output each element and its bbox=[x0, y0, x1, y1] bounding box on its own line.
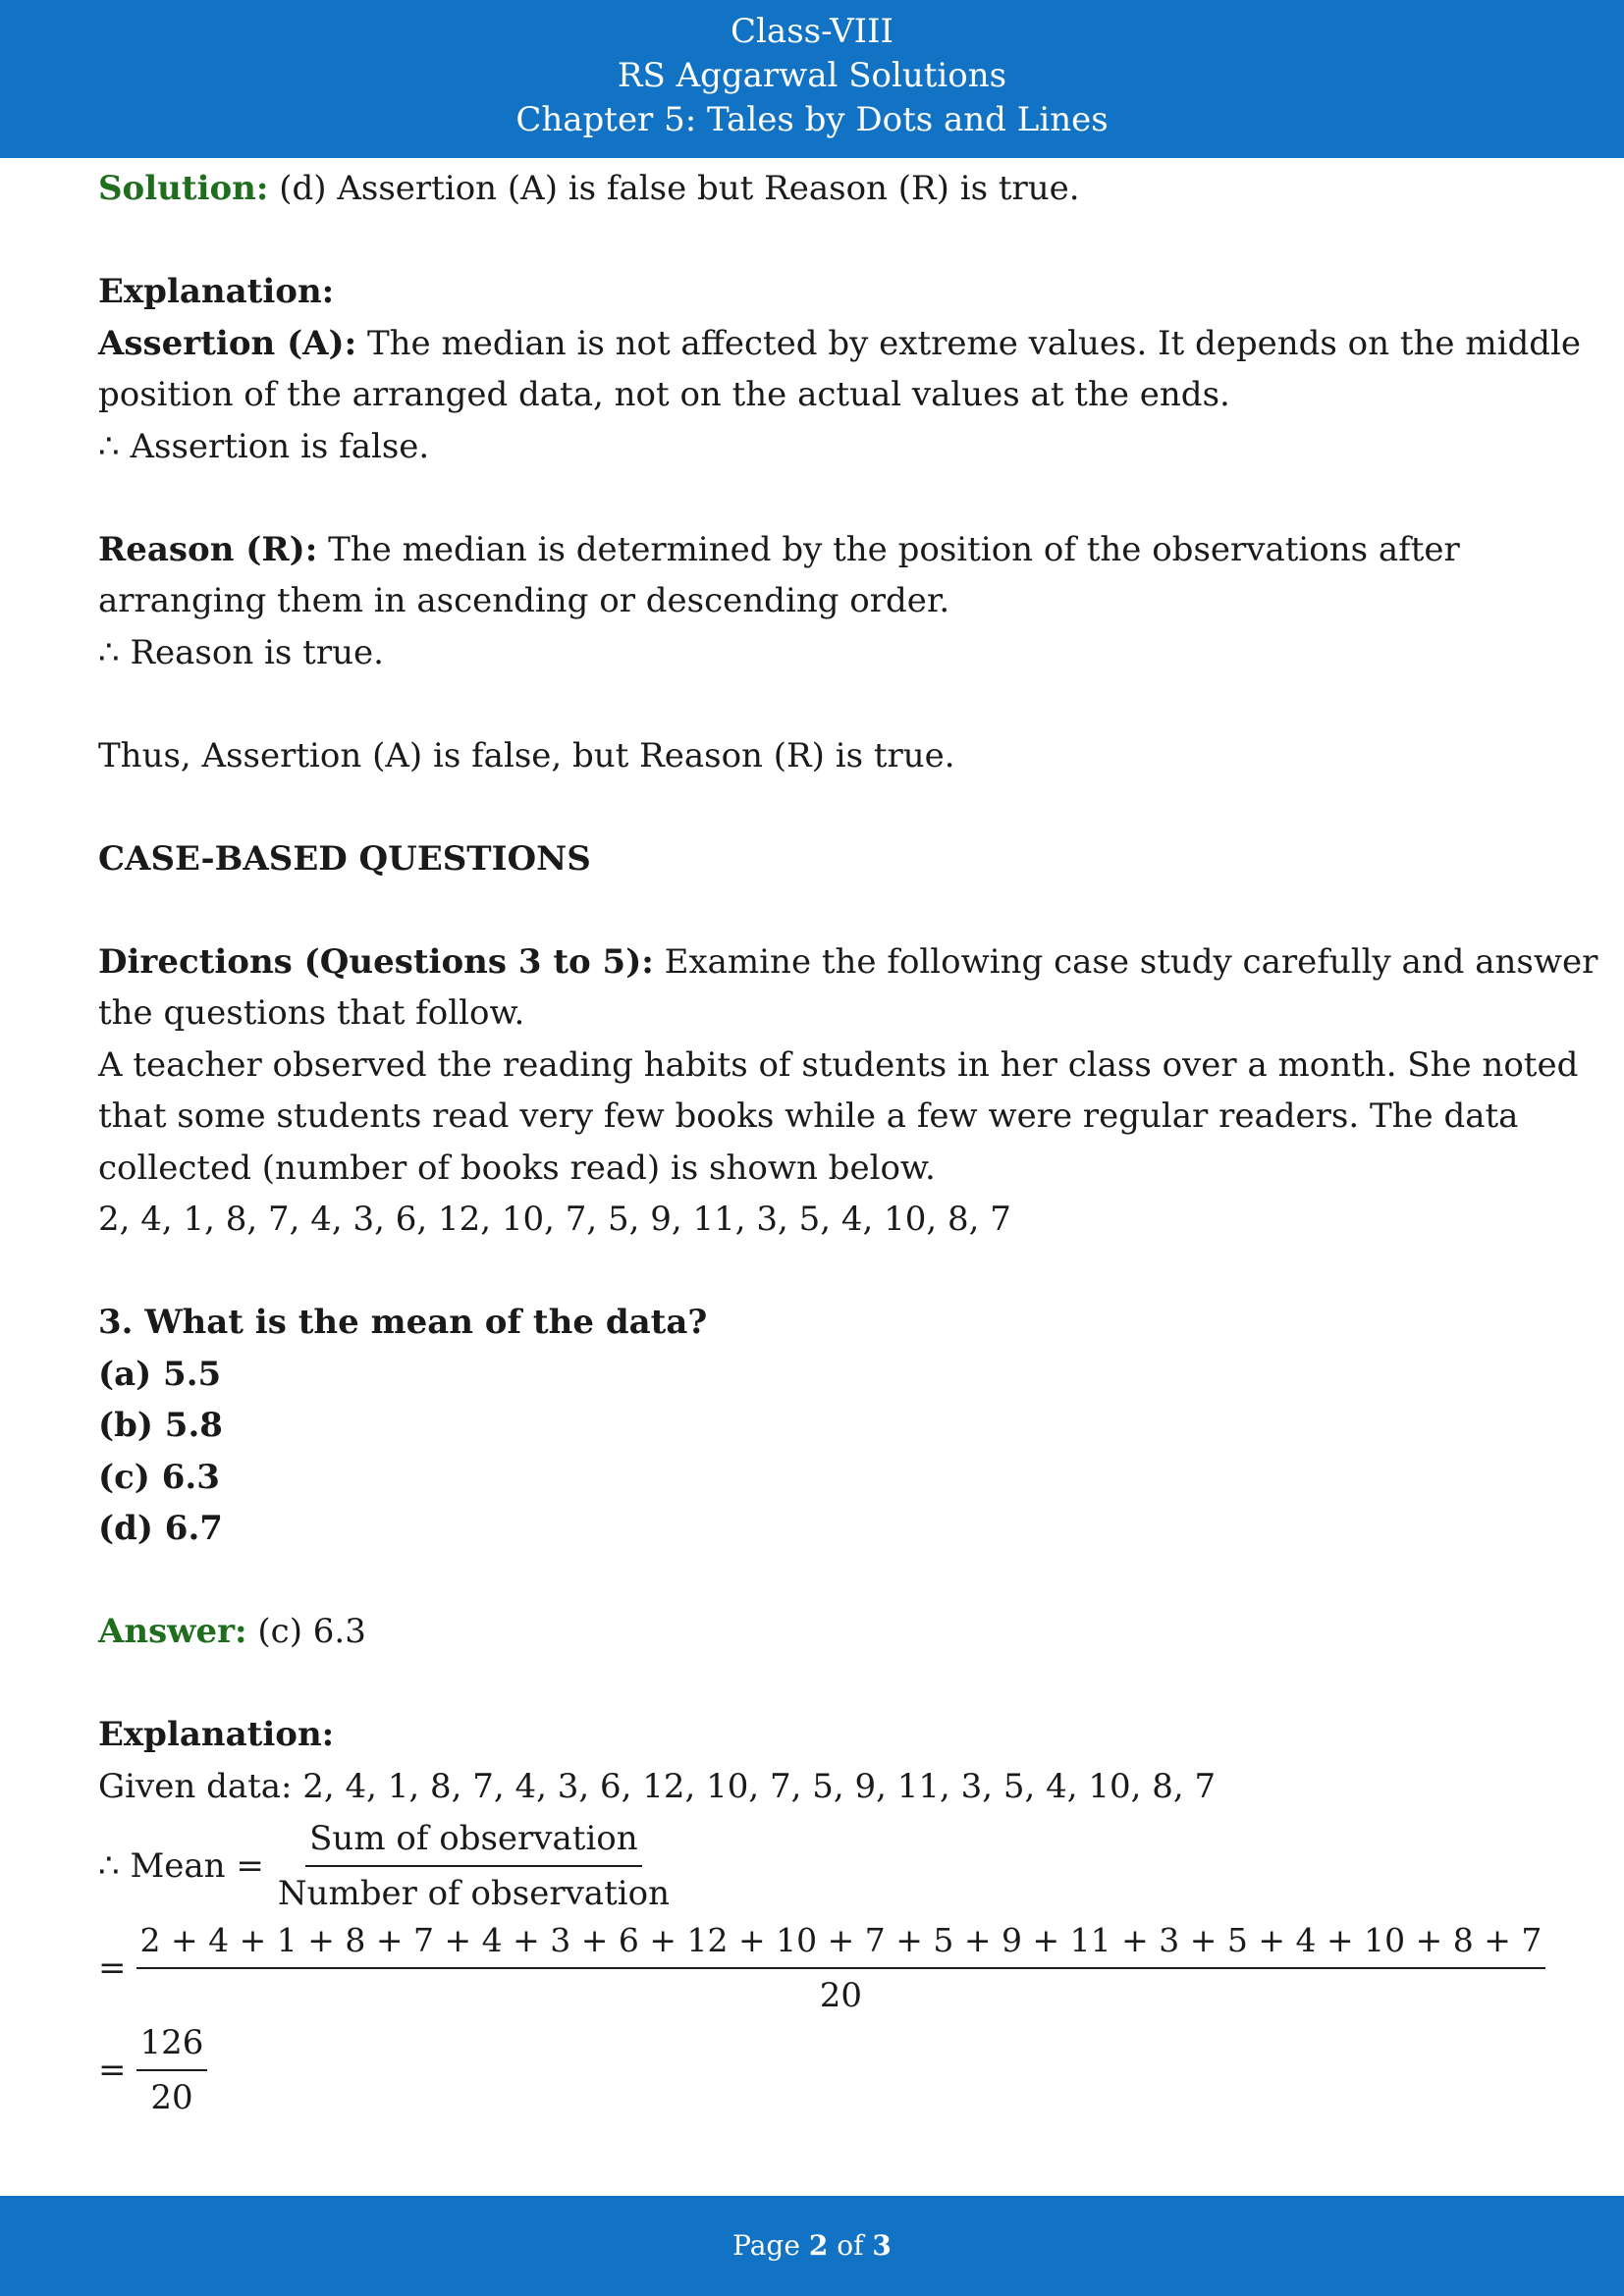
answer-text: (c) 6.3 bbox=[246, 1612, 366, 1651]
reason-line bbox=[98, 524, 1512, 576]
case-line-2: that some students read very few books while a few were regular readers. The data bbox=[98, 1096, 1519, 1136]
explanation-heading-2: Explanation: bbox=[98, 1715, 335, 1754]
solution-label: Solution: bbox=[98, 169, 269, 208]
reason-label: Reason (R): bbox=[98, 529, 318, 569]
result-formula bbox=[98, 2022, 1512, 2118]
reason-conclusion: ∴ Reason is true. bbox=[98, 632, 384, 672]
explanation-heading: Explanation: bbox=[98, 272, 335, 311]
sum-formula bbox=[98, 1920, 1543, 2016]
assertion-line-2: position of the arranged data, not on the actual values at the ends. bbox=[98, 375, 1230, 414]
header-book: RS Aggarwal Solutions bbox=[617, 56, 1007, 95]
page-mid: of bbox=[828, 2229, 873, 2262]
page-content bbox=[98, 163, 1598, 2118]
case-line-1: A teacher observed the reading habits of students in her class over a month. She noted bbox=[98, 1044, 1579, 1085]
page-header bbox=[0, 0, 1624, 158]
result-fraction bbox=[136, 2022, 208, 2118]
mean-fraction bbox=[274, 1818, 674, 1914]
option-d: (d) 6.7 bbox=[98, 1509, 223, 1548]
result-denominator: 20 bbox=[150, 2078, 193, 2117]
sum-denominator: 20 bbox=[819, 1976, 863, 2015]
assertion-label: Assertion (A): bbox=[98, 323, 357, 363]
case-line-3: collected (number of books read) is shown below. bbox=[98, 1148, 936, 1188]
directions-line-2: the questions that follow. bbox=[98, 993, 525, 1033]
header-class: Class-VIII bbox=[731, 12, 893, 51]
answer-line bbox=[98, 1606, 1512, 1658]
equals-sign-2: = bbox=[98, 2050, 127, 2090]
given-data: Given data: 2, 4, 1, 8, 7, 4, 3, 6, 12, 10, 7, 5, 9, 11, 3, 5, 4, 10, 8, 7 bbox=[98, 1766, 1217, 1806]
option-a: (a) 5.5 bbox=[98, 1354, 222, 1394]
page-current: 2 bbox=[808, 2229, 829, 2262]
case-heading: CASE-BASED QUESTIONS bbox=[98, 838, 591, 879]
reason-text: The median is determined by the position of the observations after bbox=[317, 529, 1460, 569]
answer-label: Answer: bbox=[98, 1612, 247, 1651]
solution-line bbox=[98, 163, 1512, 215]
option-c: (c) 6.3 bbox=[98, 1457, 220, 1497]
directions-line bbox=[98, 936, 1598, 988]
solution-text: (d) Assertion (A) is false but Reason (R) is true. bbox=[268, 169, 1080, 208]
directions-label: Directions (Questions 3 to 5): bbox=[98, 941, 654, 982]
mean-numerator: Sum of observation bbox=[305, 1818, 642, 1867]
thus-line: Thus, Assertion (A) is false, but Reason (R) is true. bbox=[98, 735, 955, 775]
directions-text: Examine the following case study carefully and answer bbox=[653, 941, 1598, 982]
assertion-conclusion: ∴ Assertion is false. bbox=[98, 426, 430, 466]
page-prefix: Page bbox=[732, 2229, 809, 2262]
equals-sign-1: = bbox=[98, 1948, 127, 1988]
result-numerator: 126 bbox=[136, 2022, 208, 2071]
header-chapter: Chapter 5: Tales by Dots and Lines bbox=[515, 100, 1109, 139]
mean-denominator: Number of observation bbox=[277, 1874, 670, 1913]
data-line: 2, 4, 1, 8, 7, 4, 3, 6, 12, 10, 7, 5, 9, 11, 3, 5, 4, 10, 8, 7 bbox=[98, 1200, 1011, 1239]
sum-numerator: 2 + 4 + 1 + 8 + 7 + 4 + 3 + 6 + 12 + 10 + 7 + 5 + 9 + 11 + 3 + 5 + 4 + 10 + 8 + 7 bbox=[136, 1920, 1546, 1969]
assertion-text: The median is not affected by extreme values. It depends on the middle bbox=[356, 323, 1581, 363]
question: 3. What is the mean of the data? bbox=[98, 1303, 708, 1342]
sum-fraction bbox=[136, 1920, 1546, 2016]
mean-formula bbox=[98, 1818, 1512, 1914]
mean-prefix: ∴ Mean = bbox=[98, 1845, 264, 1886]
page-total: 3 bbox=[872, 2229, 892, 2262]
page-footer bbox=[0, 2196, 1624, 2296]
reason-line-2: arranging them in ascending or descending order. bbox=[98, 581, 950, 620]
assertion-line bbox=[98, 318, 1581, 370]
option-b: (b) 5.8 bbox=[98, 1406, 223, 1445]
